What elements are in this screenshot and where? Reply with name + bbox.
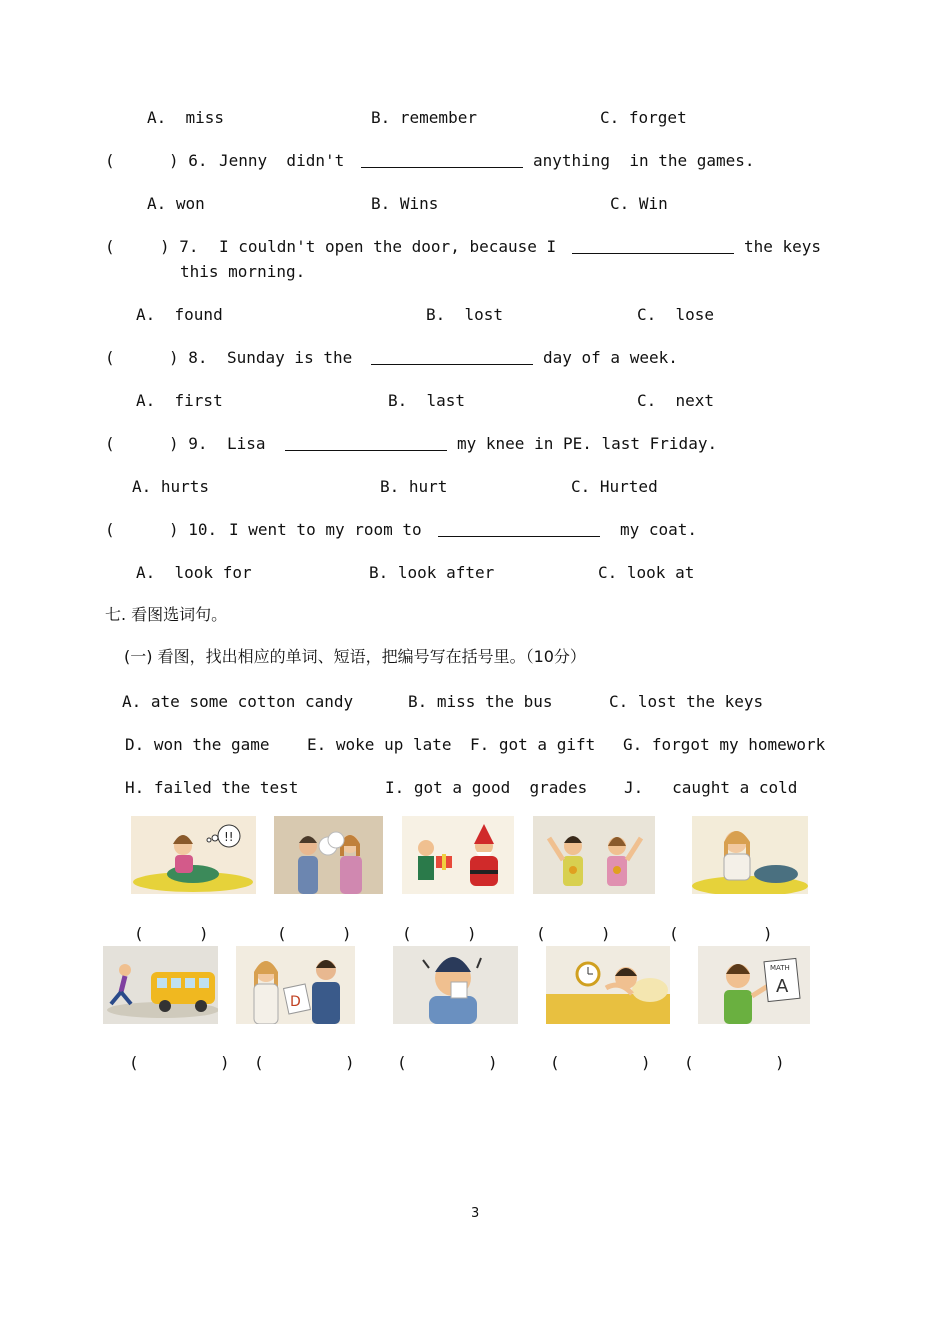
q5-option-c: C. forget: [600, 108, 687, 127]
answer-7-open[interactable]: (: [254, 1053, 264, 1072]
answer-5-close: ): [763, 924, 773, 943]
picture-girl-searching-bag: [131, 816, 256, 894]
q6-blank[interactable]: [361, 167, 523, 168]
q10-blank[interactable]: [438, 536, 600, 537]
option-g: G. forgot my homework: [623, 735, 826, 754]
q8-blank[interactable]: [371, 364, 533, 365]
picture-kids-with-medals: [533, 816, 655, 894]
picture-boy-running-bus: [103, 946, 218, 1024]
section7-title: 七. 看图选词句。: [105, 605, 228, 624]
q9-blank[interactable]: [285, 450, 447, 451]
q8-stem-after: day of a week.: [543, 348, 678, 367]
answer-9-close: ): [641, 1053, 651, 1072]
option-e: E. woke up late: [307, 735, 452, 754]
option-i: I. got a good grades: [385, 778, 588, 797]
picture-boy-gift-santa: [402, 816, 514, 894]
q7-option-a: A. found: [136, 305, 223, 324]
answer-5-open[interactable]: (: [669, 924, 679, 943]
grade-a-label: A: [776, 976, 789, 997]
answer-6-close: ): [220, 1053, 230, 1072]
q6-option-a: A. won: [147, 194, 205, 213]
q9-paren-open: (: [105, 434, 115, 453]
q5-option-b: B. remember: [371, 108, 477, 127]
q6-stem-before: Jenny didn't: [219, 151, 345, 170]
q8-option-a: A. first: [136, 391, 223, 410]
q9-stem-before: Lisa: [227, 434, 266, 453]
section7-subtitle: (一) 看图，找出相应的单词、短语，把编号写在括号里。（10分）: [124, 647, 586, 666]
q6-option-b: B. Wins: [371, 194, 439, 213]
picture-boy-alarm-bed: [546, 946, 670, 1024]
q8-option-b: B. last: [388, 391, 466, 410]
picture-girl-checking-bag: [692, 816, 808, 894]
q10-number: ) 10.: [169, 520, 218, 539]
q7-stem-line2: this morning.: [180, 262, 306, 281]
answer-9-open[interactable]: (: [550, 1053, 560, 1072]
option-f: F. got a gift: [470, 735, 596, 754]
answer-10-open[interactable]: (: [684, 1053, 694, 1072]
q8-paren-open: (: [105, 348, 115, 367]
q7-number: ) 7.: [160, 237, 199, 256]
grade-d-label: D: [290, 994, 301, 1010]
q7-paren-open: (: [105, 237, 115, 256]
answer-3-open[interactable]: (: [402, 924, 412, 943]
q7-option-b: B. lost: [426, 305, 504, 324]
q10-option-c: C. look at: [598, 563, 695, 582]
answer-7-close: ): [345, 1053, 355, 1072]
q9-number: ) 9.: [169, 434, 208, 453]
q10-stem-after: my coat.: [620, 520, 698, 539]
answer-10-close: ): [775, 1053, 785, 1072]
option-c: C. lost the keys: [609, 692, 764, 711]
option-h: H. failed the test: [125, 778, 299, 797]
q10-stem-before: I went to my room to: [229, 520, 422, 539]
q9-option-c: C. Hurted: [571, 477, 658, 496]
picture-two-kids-cotton-candy: [274, 816, 383, 894]
q7-stem-after: the keys: [744, 237, 822, 256]
q10-option-a: A. look for: [136, 563, 252, 582]
page-number: 3: [471, 1206, 480, 1221]
q6-number: ) 6.: [169, 151, 208, 170]
q7-blank[interactable]: [572, 253, 734, 254]
answer-4-close: ): [601, 924, 611, 943]
q8-stem-before: Sunday is the: [227, 348, 353, 367]
answer-2-close: ): [342, 924, 352, 943]
q7-stem-before: I couldn't open the door, because I: [219, 237, 557, 256]
q10-option-b: B. look after: [369, 563, 495, 582]
q8-option-c: C. next: [637, 391, 715, 410]
option-b: B. miss the bus: [408, 692, 553, 711]
answer-1-close: ): [199, 924, 209, 943]
math-label: MATH: [770, 964, 790, 972]
answer-1-open[interactable]: (: [134, 924, 144, 943]
option-d: D. won the game: [125, 735, 270, 754]
q9-option-b: B. hurt: [380, 477, 448, 496]
picture-teacher-test-D: [236, 946, 355, 1024]
answer-2-open[interactable]: (: [277, 924, 287, 943]
option-a: A. ate some cotton candy: [122, 692, 354, 711]
answer-8-open[interactable]: (: [397, 1053, 407, 1072]
option-j: J. caught a cold: [624, 778, 798, 797]
q10-paren-open: (: [105, 520, 115, 539]
q6-paren-open: (: [105, 151, 115, 170]
picture-boy-sneezing-cold: [393, 946, 518, 1024]
q7-option-c: C. lose: [637, 305, 715, 324]
answer-6-open[interactable]: (: [129, 1053, 139, 1072]
answer-4-open[interactable]: (: [536, 924, 546, 943]
q9-option-a: A. hurts: [132, 477, 210, 496]
q9-stem-after: my knee in PE. last Friday.: [457, 434, 718, 453]
q8-number: ) 8.: [169, 348, 208, 367]
q6-stem-after: anything in the games.: [533, 151, 755, 170]
svg-text:!!: !!: [224, 830, 234, 844]
picture-boy-math-test-A: [698, 946, 810, 1024]
q5-option-a: A. miss: [147, 108, 225, 127]
answer-8-close: ): [488, 1053, 498, 1072]
answer-3-close: ): [467, 924, 477, 943]
q6-option-c: C. Win: [610, 194, 668, 213]
